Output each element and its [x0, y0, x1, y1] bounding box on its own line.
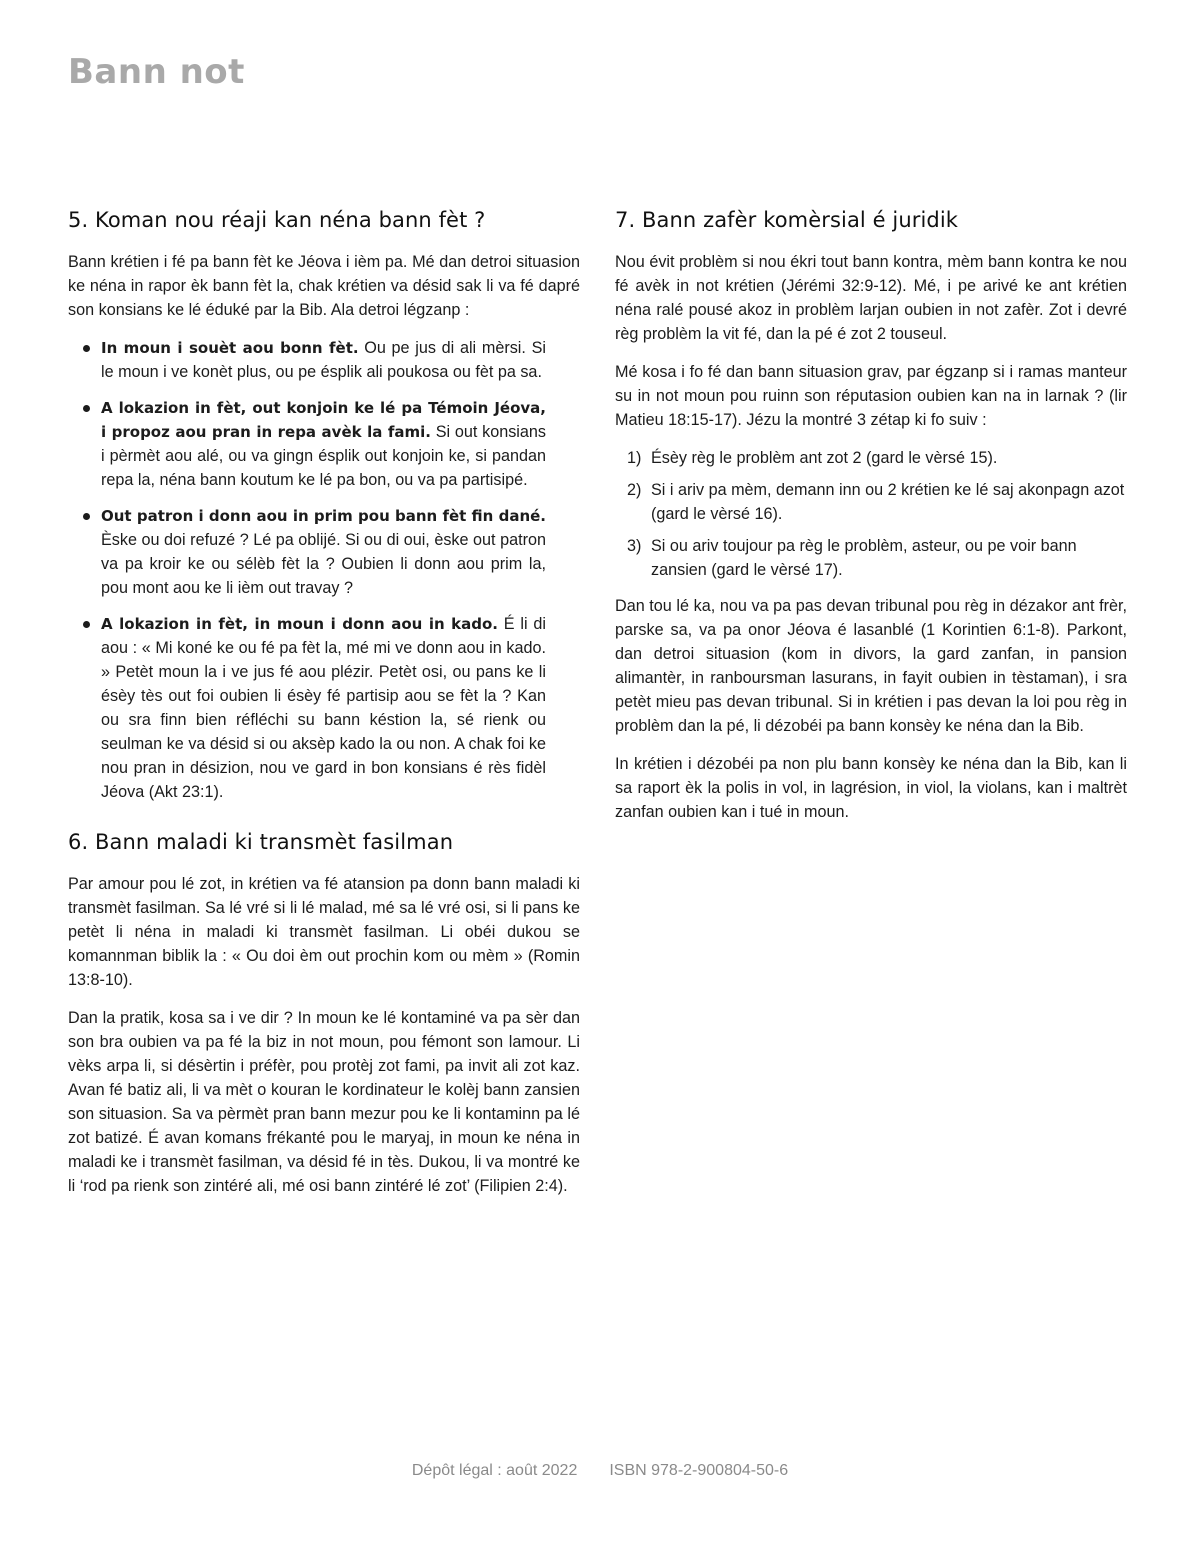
bullet-item	[82, 336, 546, 384]
section-5-title: 5. Koman nou réaji kan néna bann fèt ?	[68, 208, 486, 232]
isbn: ISBN 978-2-900804-50-6	[609, 1462, 789, 1479]
bullet-lead: A lokazion in fèt, in moun i donn aou in kado.	[101, 615, 499, 633]
right-column	[615, 206, 1127, 848]
legal-deposit: Dépôt légal : août 2022	[411, 1462, 578, 1479]
section-7-paragraph: Dan tou lé ka, nou va pa pas devan tribunal pou règ in dézakor ant frèr, parske sa, va pa onor Jéova é lasanblé (1 Korintien 6:1-8). Parkont, dan detroi situasion (kom in divors, la gard zanfan, in pansion alimantèr, in ranboursman lasurans, in fayit oubien in tèstaman), i sra petèt mieu pas devan tribunal. Si in krétien i pas devan la loi pou règ in problèm dan la pé, li dézobéi pa bann konsèy ke néna dan la Bib.	[615, 597, 1127, 735]
bullet-lead: A lokazion in fèt, out konjoin ke lé pa Témoin Jéova, i propoz aou pran in repa avèk la fami.	[101, 399, 546, 441]
bullet-text: Ou pe jus di ali mèrsi. Si le moun i ve konèt plus, ou pe ésplik ali poukosa ou fèt pa sa.	[101, 339, 546, 381]
bullet-item	[82, 396, 546, 492]
section-6-title: 6. Bann maladi ki transmèt fasilman	[68, 830, 454, 854]
bullet-icon	[83, 405, 90, 412]
step-text: Si i ariv pa mèm, demann inn ou 2 krétien ke lé saj akonpagn azot (gard le vèrsé 16).	[651, 481, 1125, 523]
step-item	[627, 478, 1127, 526]
section-6	[68, 828, 580, 1198]
section-7-paragraph: In krétien i dézobéi pa non plu bann konsèy ke néna dan la Bib, kan li sa raport èk la polis in vol, in lagrésion, in viol, la violans, kan i maltrèt zanfan oubien kan i tué in moun.	[615, 755, 1127, 821]
step-item	[627, 534, 1127, 582]
section-6-paragraph: Par amour pou lé zot, in krétien va fé atansion pa donn bann maladi ki transmèt fasilman. Sa lé vré si li lé malad, mé sa lé vré osi, si li pans ke petèt li néna in maladi ki transmèt fasilman. Li obéi dukou se komannman biblik la : « Ou doi èm out prochin kom ou mèm » (Romin 13:8-10).	[68, 875, 580, 989]
step-number: 3)	[627, 537, 642, 555]
step-number: 2)	[627, 481, 642, 499]
bullet-icon	[83, 513, 90, 520]
section-5	[68, 206, 580, 804]
page-title: Bann not	[68, 52, 245, 92]
section-7-step-list	[615, 446, 1127, 582]
section-7	[615, 206, 1127, 824]
step-text: Ésèy règ le problèm ant zot 2 (gard le vèrsé 15).	[651, 449, 998, 467]
bullet-text: É li di aou : « Mi koné ke ou fé pa fèt la, mé mi ve donn aou in kado. » Petèt moun la i ve jus fé aou plézir. Petèt osi, ou pans ke li ésèy tès out foi oubien li ésèy fé partisip aou se fèt la ? Kan ou sra finn bien réfléchi su bann késtion la, sé rienk ou seulman ke va désid si ou aksèp kado la ou non. A chak foi ke nou pran in désizion, nou ve gard in bon konsians é rès fidèl Jéova (Akt 23:1).	[101, 615, 546, 801]
bullet-icon	[83, 345, 90, 352]
footer	[0, 1462, 1200, 1480]
bullet-lead: In moun i souèt aou bonn fèt.	[101, 339, 359, 357]
section-7-paragraph: Nou évit problèm si nou ékri tout bann kontra, mèm bann kontra ke nou fé avèk in not krétien (Jérémi 32:9-12). Mé, i pe arivé ke ant krétien néna ralé pousé akoz in problèm larjan oubien in not zafèr. Zot i devré règ problèm la vit fé, dan la pé é zot 2 touseul.	[615, 253, 1127, 343]
bullet-item	[82, 612, 546, 804]
step-text: Si ou ariv toujour pa règ le problèm, asteur, ou pe voir bann zansien (gard le vèrsé 17).	[651, 537, 1077, 579]
step-item	[627, 446, 1127, 470]
section-6-paragraph: Dan la pratik, kosa sa i ve dir ? In moun ke lé kontaminé va pa sèr dan son bra oubien va pa fé la biz in not moun, pou fémont son lamour. Li vèks arpa li, si désèrtin i préfèr, pou protèj zot fami, pa invit ali zot kaz. Avan fé batiz ali, li va mèt o kouran le kordinateur le kolèj bann zansien son situasion. Sa va pèrmèt pran bann mezur pou ke li kontaminn pa lé zot batizé. É avan komans frékanté pou le maryaj, in moun ke néna in maladi ke i transmèt fasilman, va désid fé in tès. Dukou, li va montré ke li ‘rod pa rienk son zintéré ali, mé osi bann zintéré lé zot’ (Filipien 2:4).	[68, 1009, 580, 1195]
section-5-intro: Bann krétien i fé pa bann fèt ke Jéova i ièm pa. Mé dan detroi situasion ke néna in rapor èk bann fèt la, chak krétien va désid sak li va fé dapré son konsians ke lé éduké par la Bib. Ala detroi légzanp :	[68, 253, 580, 319]
left-column	[68, 206, 580, 1222]
bullet-item	[82, 504, 546, 600]
bullet-icon	[83, 621, 90, 628]
bullet-text: Si out konsians i pèrmèt aou alé, ou va gingn ésplik out konjoin ke, si pandan repa la, néna bann koutum ke lé pa bon, ou va pa partisipé.	[101, 423, 546, 489]
section-7-title: 7. Bann zafèr komèrsial é juridik	[615, 208, 959, 232]
section-7-paragraph: Mé kosa i fo fé dan bann situasion grav, par égzanp si i ramas manteur su in not moun pou ruinn son réputasion oubien kan na in larnak ? (lir Matieu 18:15-17). Jézu la montré 3 zétap ki fo suiv :	[615, 363, 1127, 429]
bullet-lead: Out patron i donn aou in prim pou bann fèt fin dané.	[101, 507, 546, 525]
section-5-bullet-list	[68, 336, 580, 804]
bullet-text: Èske ou doi refuzé ? Lé pa oblijé. Si ou di oui, èske out patron va pa kroir ke ou sélèb fèt la ? Oubien li donn aou prim la, pou mont aou ke li ièm out travay ?	[101, 531, 546, 597]
step-number: 1)	[627, 449, 642, 467]
